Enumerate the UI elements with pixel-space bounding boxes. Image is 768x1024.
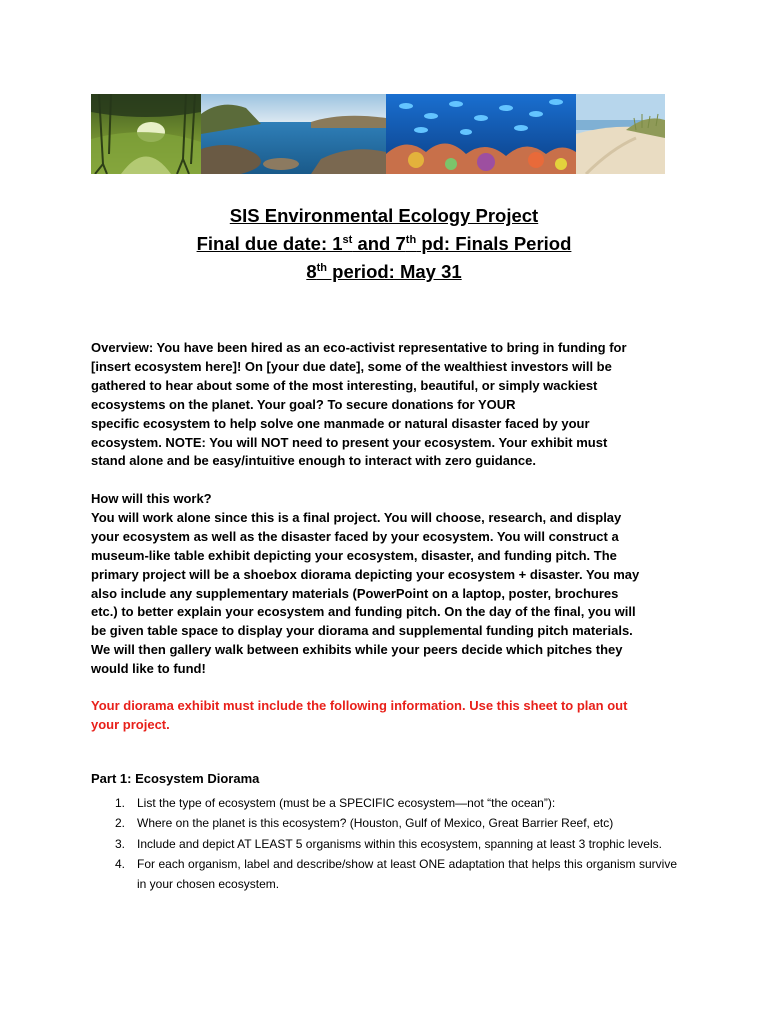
notice-line: Your diorama exhibit must include the following information. Use this sheet to plan out [91,698,628,713]
overview-line: gathered to hear about some of the most interesting, beautiful, or simply wackiest [91,377,598,393]
mangrove-image [91,94,201,174]
beach-dunes-image [576,94,665,174]
due-date-text: Final due date: 1 [196,233,343,254]
list-item-text: Include and depict AT LEAST 5 organisms within this ecosystem, spanning at least 3 trophic levels. [137,836,662,851]
how-line: You will work alone since this is a final project. You will choose, research, and display [91,509,622,525]
final-due-date [0,233,768,255]
list-item-text: Where on the planet is this ecosystem? (Houston, Gulf of Mexico, Great Barrier Reef, etc) [137,816,614,831]
how-heading: How will this work? [91,491,212,506]
list-item-text: For each organism, label and describe/show at least ONE adaptation that helps this organism survive in your chosen ecosystem. [137,856,677,892]
part1-list [91,793,677,894]
how-line: your ecosystem as well as the disaster faced by your ecosystem. You will construct a [91,528,619,544]
period-text: period: May 31 [327,261,462,282]
overview-line: ecosystems on the planet. Your goal? To secure donations for YOUR [91,396,516,412]
ecosystem-banner [91,94,665,174]
how-line: primary project will be a shoebox diorama depicting your ecosystem + disaster. You may [91,566,640,582]
overview-line: specific ecosystem to help solve one manmade or natural disaster faced by your [91,415,590,431]
how-line: We will then gallery walk between exhibits while your peers decide which pitches they [91,642,623,658]
ordinal-suffix: th [405,233,417,246]
overview-line: ecosystem. NOTE: You will NOT need to present your ecosystem. Your exhibit must [91,434,608,450]
ordinal-suffix: th [316,261,327,274]
red-notice [91,697,681,735]
how-line: also include any supplementary materials (PowerPoint on a laptop, poster, brochures [91,585,619,601]
due-date-text: pd: Finals Period [416,233,572,254]
list-item [91,813,677,833]
list-number: 1. [115,796,126,810]
how-it-works-section [91,490,681,679]
period-text: 8 [306,261,317,282]
how-line: museum-like table exhibit depicting your ecosystem, disaster, and funding pitch. The [91,547,617,563]
list-item [91,834,677,854]
how-line: etc.) to better explain your ecosystem and funding pitch. On the day of the final, you will [91,604,636,620]
how-line: would like to fund! [91,661,206,677]
overview-line: Overview: You have been hired as an eco-activist representative to bring in funding for [91,340,627,355]
overview-paragraph [91,339,681,471]
how-line: be given table space to display your diorama and supplemental funding pitch materials. [91,623,633,639]
list-item [91,793,677,813]
period-due-date [0,261,768,283]
coral-reef-image [386,94,576,174]
project-title: SIS Environmental Ecology Project [229,205,539,226]
list-item-text: List the type of ecosystem (must be a SPECIFIC ecosystem—not “the ocean”): [137,796,556,810]
list-number: 3. [115,836,126,851]
due-date-text: and 7 [352,233,406,254]
part1-title: Part 1: Ecosystem Diorama [91,771,260,786]
list-number: 2. [115,816,126,831]
list-number: 4. [115,856,126,871]
notice-line: your project. [91,716,170,732]
list-item [91,854,677,895]
overview-line: stand alone and be easy/intuitive enough to interact with zero guidance. [91,453,536,469]
rocky-coast-image [201,94,386,174]
ordinal-suffix: st [342,233,353,246]
overview-line: [insert ecosystem here]! On [your due date], some of the wealthiest investors will be [91,358,612,374]
